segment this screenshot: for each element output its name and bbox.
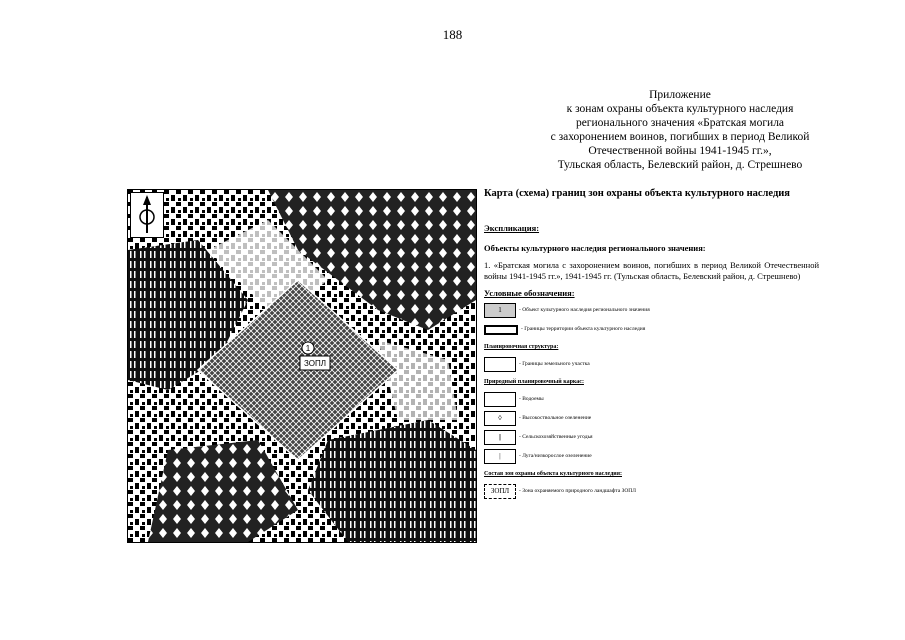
appendix-line: Отечественной войны 1941-1945 гг.», — [588, 145, 772, 157]
legend-row — [484, 449, 819, 464]
appendix-line: Приложение — [649, 89, 711, 101]
natural-frame-heading: Природный планировочный каркас: — [484, 379, 584, 385]
symbols-heading: Условные обозначения: — [484, 288, 575, 298]
protected-landscape-zone-symbol: ЗОПЛ — [484, 484, 516, 499]
meadow-symbol: | — [484, 449, 516, 464]
zones-heading: Состав зон охраны объекта культурного наследия: — [484, 471, 622, 477]
object-marker: 1 — [305, 344, 311, 353]
legend-row — [484, 303, 819, 318]
appendix-line: к зонам охраны объекта культурного наследия — [566, 103, 794, 115]
heritage-object-symbol: 1 — [484, 303, 516, 318]
page-number: 188 — [442, 27, 463, 42]
land-plot-symbol — [484, 357, 516, 372]
zone-label: ЗОПЛ — [304, 359, 326, 368]
territory-boundary-symbol — [484, 325, 518, 335]
legend-row — [484, 322, 819, 337]
legend-row — [484, 357, 819, 372]
water-symbol — [484, 392, 516, 407]
tall-greenery-symbol: ◊ — [484, 411, 516, 426]
appendix-line: с захоронением воинов, погибших в период Великой — [550, 131, 810, 143]
planning-heading: Планировочная структура: — [484, 344, 559, 350]
appendix-line: Тульская область, Белевский район, д. Стрешнево — [557, 159, 803, 171]
explication-heading: Экспликация: — [484, 223, 540, 233]
objects-heading: Объекты культурного наследия регионального значения: — [484, 243, 706, 253]
legend-row-label: - Сельскохозяйственные угодья — [519, 434, 593, 440]
legend-panel — [484, 188, 819, 499]
appendix-line: регионального значения «Братская могила — [575, 117, 785, 129]
legend-row-label: - Луга/низкорослое озеленение — [519, 453, 592, 459]
legend-row-label: - Объект культурного наследия регионального значения — [519, 307, 650, 313]
legend-title: Карта (схема) границ зон охраны объекта культурного наследия — [484, 188, 790, 199]
object-1-description: 1. «Братская могила с захоронением воинов, погибших в период Великой Отечественной войны 1941-1945 гг.», 1941-1945 гг. (Тульская область, Белевский район, д. Стрешнево) — [484, 260, 819, 281]
legend-row — [484, 392, 819, 407]
legend-row-label: - Границы территории объекта культурного наследия — [521, 326, 646, 332]
legend-row-label: - Границы земельного участка — [519, 361, 590, 367]
legend-row-label: - Водоемы — [519, 396, 544, 402]
legend-row — [484, 411, 819, 426]
legend-row — [484, 430, 819, 445]
north-arrow-icon — [130, 192, 164, 238]
agricultural-land-symbol: || — [484, 430, 516, 445]
legend-row-label: - Зона охраняемого природного ландшафта ЗОПЛ — [519, 488, 637, 494]
legend-row-label: - Высокоствольное озеленение — [519, 415, 592, 421]
appendix-caption — [530, 88, 830, 172]
map-image — [127, 189, 477, 543]
legend-row — [484, 484, 819, 499]
